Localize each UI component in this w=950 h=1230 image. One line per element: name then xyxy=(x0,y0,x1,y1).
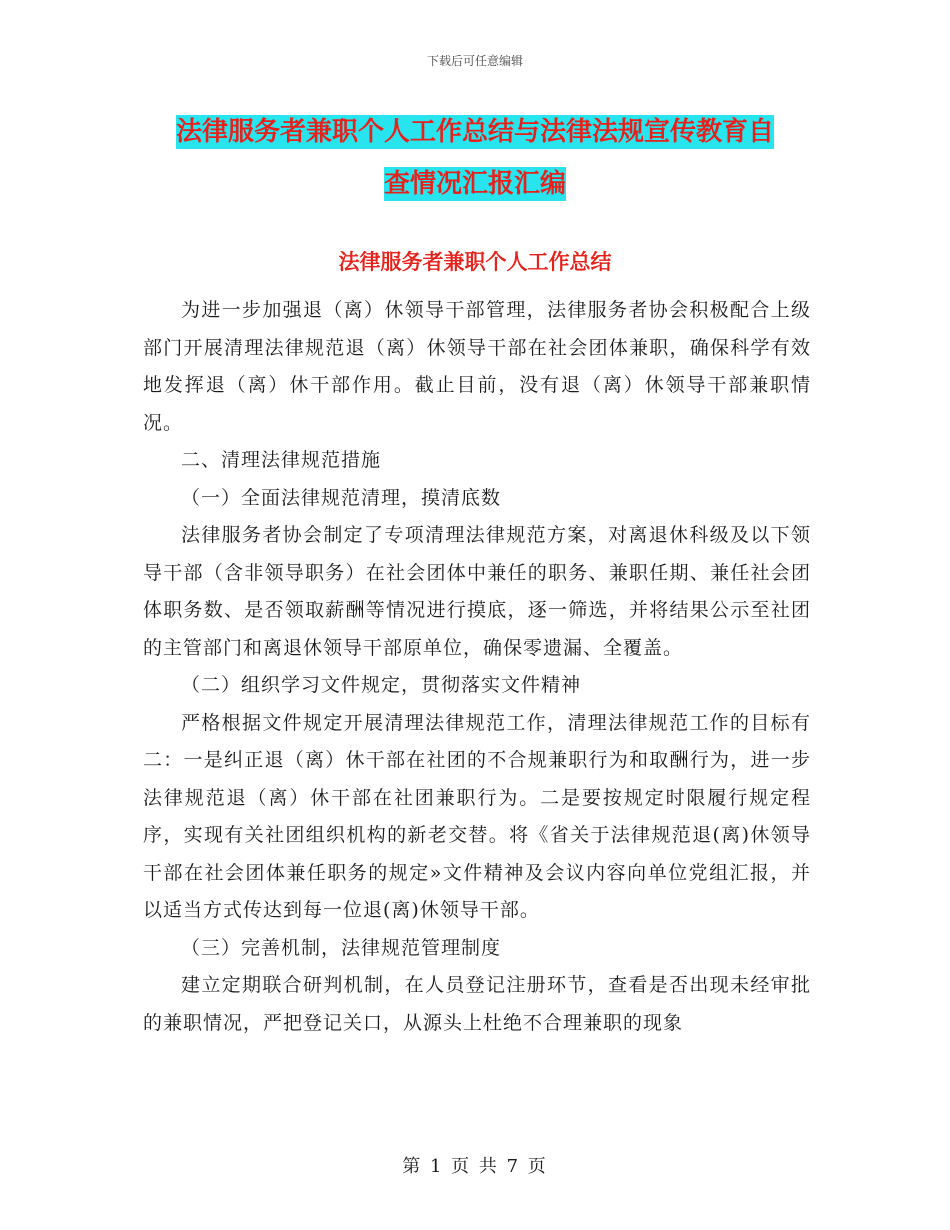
body-text xyxy=(143,292,811,1042)
document-title-line-1: 法律服务者兼职个人工作总结与法律法规宣传教育自 xyxy=(175,117,774,147)
paragraph: （二）组织学习文件规定，贯彻落实文件精神 xyxy=(181,674,582,696)
document-title-line-2: 查情况汇报汇编 xyxy=(383,169,566,199)
paragraph: 法律服务者协会制定了专项清理法律规范方案，对离退休科级及以下领导干部（含非领导职务）在社会团体中兼任的职务、兼职任期、兼任社会团体职务数、是否领取薪酬等情况进行摸底，逐一筛选，并将结果公示至社团的主管部门和离退休领导干部原单位，确保零遗漏、全覆盖。 xyxy=(143,524,811,659)
paragraph: （三）完善机制，法律规范管理制度 xyxy=(181,936,502,959)
paragraph: （一）全面法律规范清理，摸清底数 xyxy=(181,486,502,509)
section-title: 法律服务者兼职个人工作总结 xyxy=(338,250,612,274)
page-footer: 第 1 页 共 7 页 xyxy=(402,1156,548,1177)
header-note: 下载后可任意编辑 xyxy=(426,54,523,68)
paragraph: 为进一步加强退（离）休领导干部管理，法律服务者协会积极配合上级部门开展清理法律规范退（离）休领导干部在社会团体兼职，确保科学有效地发挥退（离）休干部作用。截止目前，没有退（离）休领导干部兼职情况。 xyxy=(143,299,811,434)
paragraph: 严格根据文件规定开展清理法律规范工作，清理法律规范工作的目标有二：一是纠正退（离）休干部在社团的不合规兼职行为和取酬行为，进一步法律规范退（离）休干部在社团兼职行为。二是要按规定时限履行规定程序，实现有关社团组织机构的新老交替。将《省关于法律规范退(离)休领导干部在社会团体兼任职务的规定»文件精神及会议内容向单位党组汇报，并以适当方式传达到每一位退(离)休领导干部。 xyxy=(143,711,811,921)
paragraph: 二、清理法律规范措施 xyxy=(181,449,382,471)
paragraph: 建立定期联合研判机制，在人员登记注册环节，查看是否出现未经审批的兼职情况，严把登记关口，从源头上杜绝不合理兼职的现象 xyxy=(143,974,811,1034)
document-title xyxy=(140,106,810,210)
